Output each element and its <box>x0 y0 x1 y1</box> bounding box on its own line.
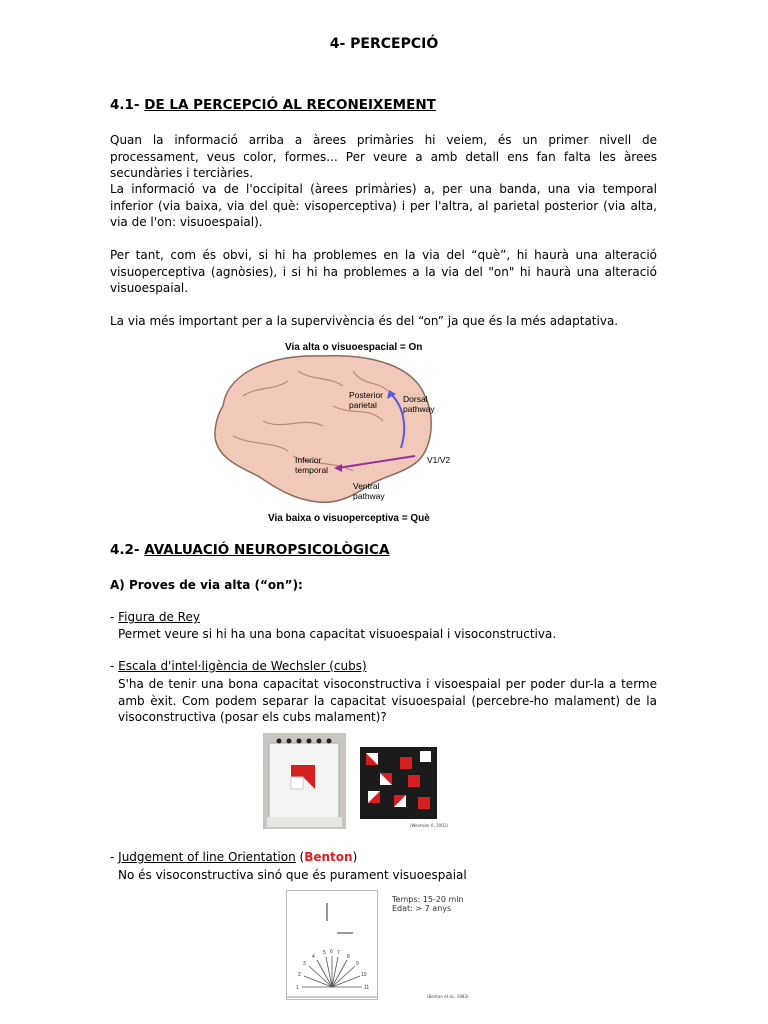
paragraph: Per tant, com és obvi, si hi ha problemes en la via del “què”, hi haurà una alteració visuoperceptiva (agnòsies), i si hi ha problemes a la via del "on" hi haurà una alteració visuoespaial. <box>110 248 657 295</box>
subheading: A) Proves de via alta (“on”): <box>110 578 303 592</box>
label-v1v2: V1/V2 <box>427 455 451 465</box>
test-name: Figura de Rey <box>118 610 200 624</box>
svg-text:1: 1 <box>296 985 299 991</box>
test-description: Permet veure si hi ha una bona capacitat visuoespaial i visoconstructiva. <box>118 627 557 641</box>
label-ventral: Ventral <box>353 481 380 491</box>
svg-text:10: 10 <box>361 972 367 978</box>
svg-text:2: 2 <box>298 972 301 978</box>
test-info <box>392 895 464 913</box>
paragraph: La via més important per a la supervivència és del “on” ja que és la més adaptativa. <box>110 314 619 328</box>
svg-text:8: 8 <box>347 954 350 960</box>
test-name: Judgement of line Orientation <box>118 850 296 864</box>
svg-text:6: 6 <box>330 949 333 955</box>
label-dorsal-pathway: pathway <box>403 404 435 414</box>
booklet-image <box>263 733 346 829</box>
svg-text:3: 3 <box>303 961 306 967</box>
test-item-wechsler: - Escala d'intel·ligència de Wechsler (cubs) <box>110 659 367 673</box>
section-number: 4.1- <box>110 97 140 113</box>
test-name: Escala d'intel·ligència de Wechsler (cubs) <box>118 659 367 673</box>
svg-text:7: 7 <box>337 950 340 956</box>
paragraph: Quan la informació arriba a àrees primàries hi veiem, és un primer nivell de processament, veus color, formes... Per veure a amb detall ens fan falta les àrees secundàries i terciàries. <box>110 133 657 180</box>
test-age: Edat: > 7 anys <box>392 904 452 913</box>
figure-bottom-label: Via baixa o visuoperceptiva = Què <box>268 513 430 524</box>
label-temporal: temporal <box>295 465 329 475</box>
paragraph: La informació va de l'occipital (àrees primàries) a, per una banda, una via temporal inferior (via baixa, via del què: visoperceptiva) i per l'altra, al parietal posterior (via alta, via de l'on: visuoespaial). <box>110 182 657 229</box>
label-inferior: Inferior <box>295 455 322 465</box>
test-description: No és visoconstructiva sinó que és purament visuoespaial <box>118 868 467 882</box>
section-heading-1 <box>110 97 436 113</box>
svg-text:11: 11 <box>364 985 370 991</box>
brain-diagram <box>203 336 471 526</box>
brain-shape <box>215 356 431 503</box>
svg-text:4: 4 <box>312 954 315 960</box>
test-description: S'ha de tenir una bona capacitat visoconstructiva i visoespaial per poder dur-la a terme amb èxit. Com podem separar la capacitat visuoespaial (percebre-ho malament) de la visoconstructiva (posar els cubs malament)? <box>118 677 657 724</box>
brain-pathways-figure <box>203 336 471 526</box>
section-number: 4.2- <box>110 542 140 558</box>
line-orientation-figure <box>286 890 378 1000</box>
section-heading-2 <box>110 542 389 558</box>
label-posterior: Posterior <box>349 390 384 400</box>
label-dorsal: Dorsal <box>403 394 428 404</box>
svg-text:5: 5 <box>323 950 326 956</box>
section-title: DE LA PERCEPCIÓ AL RECONEIXEMENT <box>144 97 436 113</box>
section-title: AVALUACIÓ NEUROPSICOLÒGICA <box>144 542 390 558</box>
line-fan-diagram <box>287 891 377 999</box>
test-item-rey: - Figura de Rey <box>110 610 200 624</box>
svg-text:9: 9 <box>356 961 359 967</box>
label-ventral-pathway: pathway <box>353 491 385 501</box>
figure-top-label: Via alta o visuoespacial = On <box>285 342 423 353</box>
test-time: Temps: 15-20 min <box>392 895 464 904</box>
cubes-photo <box>360 747 437 819</box>
photo-caption: (Wechsler 0, 2001) <box>410 823 448 828</box>
test-author: Benton <box>304 850 353 864</box>
cube-booklet-photo <box>263 733 346 829</box>
page-title: 4- PERCEPCIÓ <box>329 36 439 52</box>
benton-caption: (Benton et al., 1983) <box>427 994 469 999</box>
label-parietal: parietal <box>349 400 377 410</box>
test-item-benton: - Judgement of line Orientation (Benton) <box>110 850 358 864</box>
cubes-image <box>360 747 437 819</box>
